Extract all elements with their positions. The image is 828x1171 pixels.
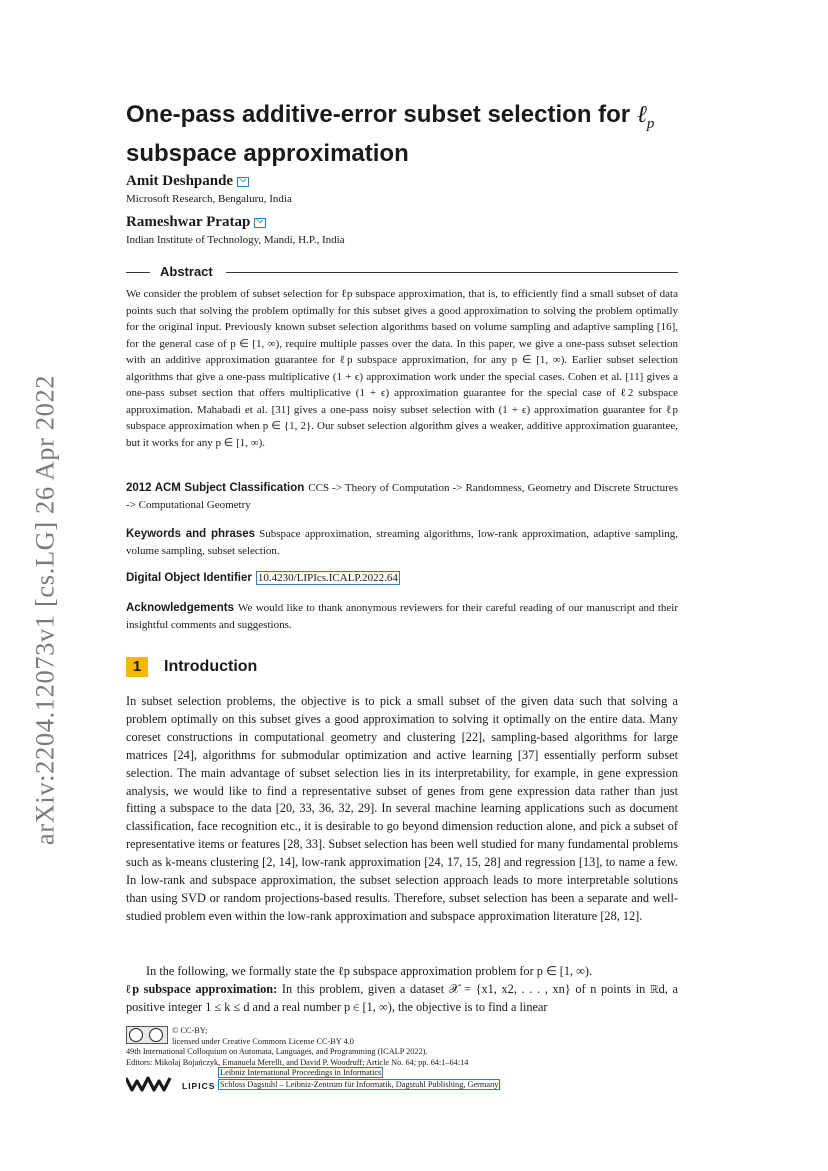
lipics-text: LIPICS [182, 1081, 216, 1091]
acknowledgements-text: We would like to thank anonymous reviewers for their careful reading of our manuscript and their insightful comments and suggestions. [126, 602, 678, 631]
author-1-name: Amit Deshpande [126, 173, 234, 189]
footer-editors: Editors: Mikołaj Bojańczyk, Emanuela Merelli, and David P. Woodruff; Article No. 64; pp. 64:1–64:14 [126, 1057, 469, 1067]
author-2-name: Rameshwar Pratap [126, 214, 251, 230]
intro-paragraph-2: In the following, we formally state the ℓp subspace approximation problem for p ∈ [1, ∞). [146, 964, 593, 978]
title-lp-subscript: p [646, 115, 655, 132]
abstract-text: We consider the problem of subset selection for ℓp subspace approximation, that is, to efficiently find a small subset of data points such that solving the problem optimally for this subset gives a good approximation to solving the problem optimally for the original input. Previously known subset selection algorithms based on volume sampling and adaptive sampling [16], for the general case of p ∈ [1, ∞), require multiple passes over the data. In this paper, we give a one-pass subset selection with an additive approximation guarantee for ℓp subspace approximation, for any p ∈ [1, ∞). Earlier subset selection algorithms that give a one-pass multiplicative (1 + ϵ) approximation work under the special cases. Cohen et al. [11] gives a one-pass subset section that offers multiplicative (1 + ϵ) approximation guarantee for the special case of ℓ2 subspace approximation. Mahabadi et al. [31] gives a one-pass noisy subset selection with (1 + ϵ) approximation guarantee for ℓp subspace approximation when p ∈ {1, 2}. Our subset selection algorithm gives a weaker, additive approximation guarantee, but it works for any p ∈ [1, ∞). [126, 288, 678, 449]
arxiv-side-stamp [30, 360, 60, 860]
email-icon[interactable] [254, 218, 266, 228]
intro-paragraph-1: In subset selection problems, the objective is to pick a small subset of the given data such that solving a problem optimally on this subset gives a good approximation to solving it optimally on the entire data. Many coreset constructions in computational geometry and clustering [22], sampling-based algorithms for large matrices [24], algorithms for submodular optimization and active learning [37] essentially perform subset selection. The main advantage of subset selection lies in its interpretability, for example, in gene expression analysis, we would like to find a representative subset of genes from gene expression data rather than just fitting a subspace to the data [20, 33, 36, 32, 29]. In several machine learning applications such as document classification, face recognition etc., it is desirable to go beyond dimension reduction alone, and pick a subset of representative items or features [28, 33]. Subset selection has been well studied for many fundamental problems such as k-means clustering [2, 14], low-rank approximation [24, 17, 15, 28] and regression [13], to name a few. In low-rank and subspace approximation, the subset selection approach leads to more interpretable solutions than using SVD or random projections-based results. Therefore, subset selection has been a separate and well-studied problem even within the low-rank approximation and subspace approximation literature [28, 12]. [126, 694, 678, 923]
abstract-heading [126, 264, 678, 280]
section-number: 1 [126, 657, 148, 677]
acm-label: 2012 ACM Subject Classification [126, 482, 305, 494]
publisher-link[interactable]: Schloss Dagstuhl – Leibniz-Zentrum für Informatik, Dagstuhl Publishing, Germany [220, 1079, 499, 1089]
problem-text: In this problem, given a dataset 𝒳 = {x1, x2, . . . , xn} of n points in ℝd, a positive integer 1 ≤ k ≤ d and a real number p ∈ [1, ∞), the objective is to find a linear [126, 982, 678, 1014]
doi-link[interactable]: 10.4230/LIPIcs.ICALP.2022.64 [257, 572, 398, 584]
acknowledgements [126, 600, 678, 633]
author-2-affiliation: Indian Institute of Technology, Mandi, H.P., India [126, 234, 345, 246]
abstract-rule-left [126, 272, 150, 273]
author-1 [126, 173, 249, 190]
author-1-affiliation: Microsoft Research, Bengaluru, India [126, 193, 292, 205]
footer-cc-line: © CC-BY; [172, 1026, 208, 1035]
problem-label: ℓp subspace approximation: [126, 982, 278, 996]
acm-classification [126, 480, 678, 513]
title-line1: One-pass additive-error subset selection for [126, 101, 637, 128]
keywords [126, 526, 678, 559]
acm-text: CCS -> Theory of Computation -> Randomness, Geometry and Discrete Structures -> Computational Geometry [126, 482, 678, 511]
section-title: Introduction [164, 658, 258, 675]
doi-label: Digital Object Identifier [126, 572, 252, 584]
keywords-text: Subspace approximation, streaming algorithms, low-rank approximation, adaptive sampling, volume sampling, subset selection. [126, 528, 679, 557]
abstract-rule-right [226, 272, 678, 273]
footer-venue: 49th International Colloquium on Automata, Languages, and Programming (ICALP 2022). [126, 1047, 428, 1056]
series-link[interactable]: Leibniz International Proceedings in Informatics [220, 1068, 382, 1077]
doi [126, 570, 678, 587]
arxiv-stamp-text: arXiv:2204.12073v1 [cs.LG] 26 Apr 2022 [29, 374, 60, 846]
keywords-label: Keywords and phrases [126, 528, 256, 540]
author-2 [126, 214, 266, 231]
title-lp-symbol: ℓ [636, 102, 647, 128]
paper-title [126, 100, 686, 169]
lipics-wave-icon [126, 1076, 178, 1092]
abstract-label: Abstract [160, 264, 213, 279]
email-icon[interactable] [237, 177, 249, 187]
intro-paragraph-3 [126, 981, 678, 1017]
acknowledgements-label: Acknowledgements [126, 602, 234, 614]
title-line2: subspace approximation [126, 139, 409, 167]
lipics-logo [126, 1074, 214, 1094]
footer-license: licensed under Creative Commons License CC-BY 4.0 [172, 1036, 354, 1046]
